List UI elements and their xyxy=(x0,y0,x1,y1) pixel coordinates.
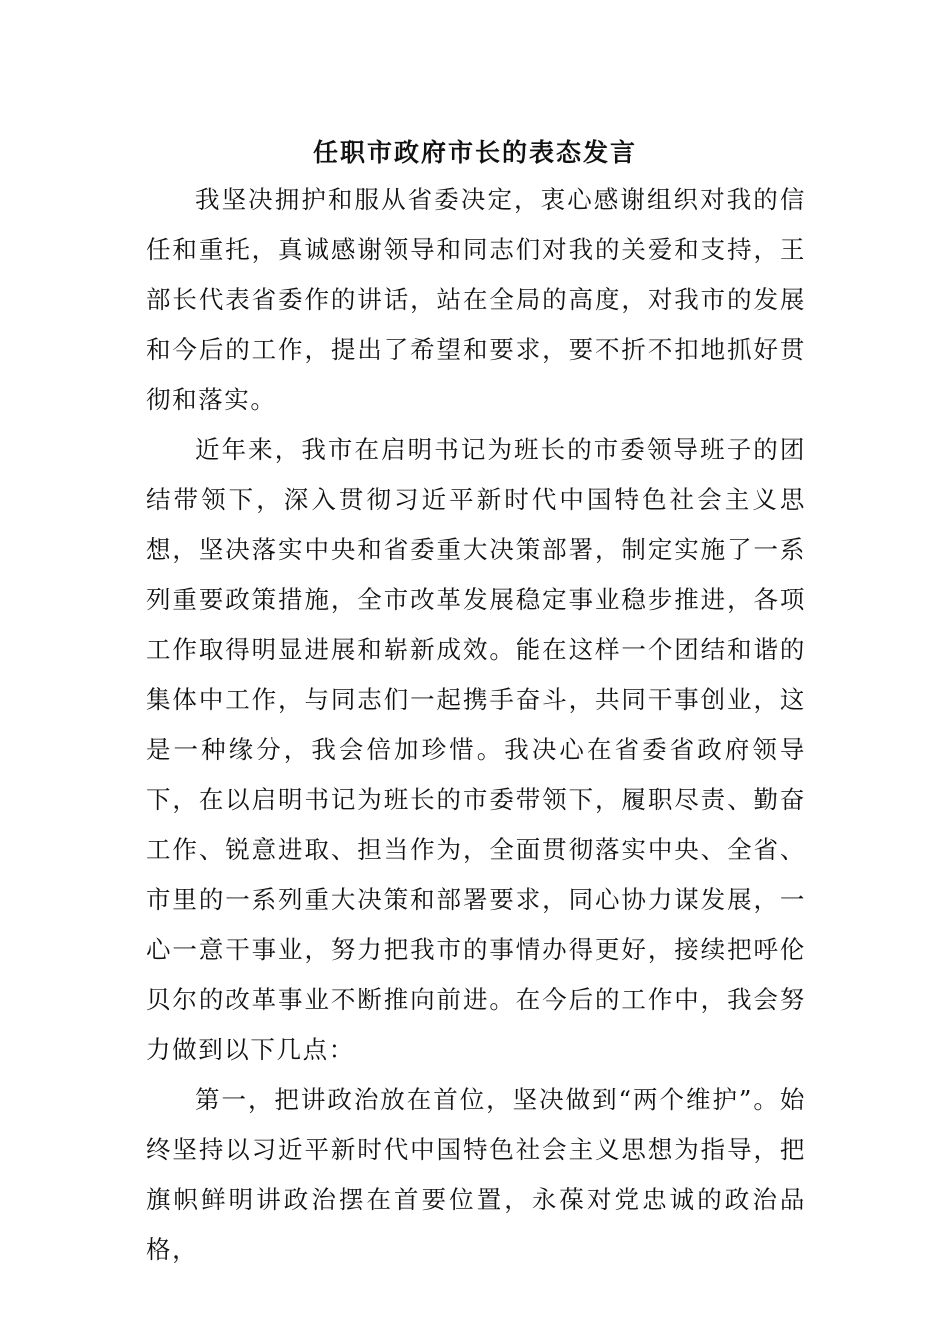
paragraph-1: 我坚决拥护和服从省委决定，衷心感谢组织对我的信任和重托，真诚感谢领导和同志们对我的关爱和支持，王部长代表省委作的讲话，站在全局的高度，对我市的发展和今后的工作，提出了希望和要求，要不折不扣地抓好贯彻和落实。 xyxy=(146,185,806,414)
paragraph-3: 第一，把讲政治放在首位，坚决做到“两个维护”。始终坚持以习近平新时代中国特色社会主义思想为指导，把旗帜鲜明讲政治摆在首要位置，永葆对党忠诚的政治品格， xyxy=(146,1085,806,1264)
document-body xyxy=(146,175,806,1275)
paragraph-2: 近年来，我市在启明书记为班长的市委领导班子的团结带领下，深入贯彻习近平新时代中国特色社会主义思想，坚决落实中央和省委重大决策部署，制定实施了一系列重要政策措施，全市改革发展稳定事业稳步推进，各项工作取得明显进展和崭新成效。能在这样一个团结和谐的集体中工作，与同志们一起携手奋斗，共同干事创业，这是一种缘分，我会倍加珍惜。我决心在省委省政府领导下，在以启明书记为班长的市委带领下，履职尽责、勤奋工作、锐意进取、担当作为，全面贯彻落实中央、全省、市里的一系列重大决策和部署要求，同心协力谋发展，一心一意干事业，努力把我市的事情办得更好，接续把呼伦贝尔的改革事业不断推向前进。在今后的工作中，我会努力做到以下几点： xyxy=(146,435,806,1064)
document-title: 任职市政府市长的表态发言 xyxy=(312,138,637,167)
